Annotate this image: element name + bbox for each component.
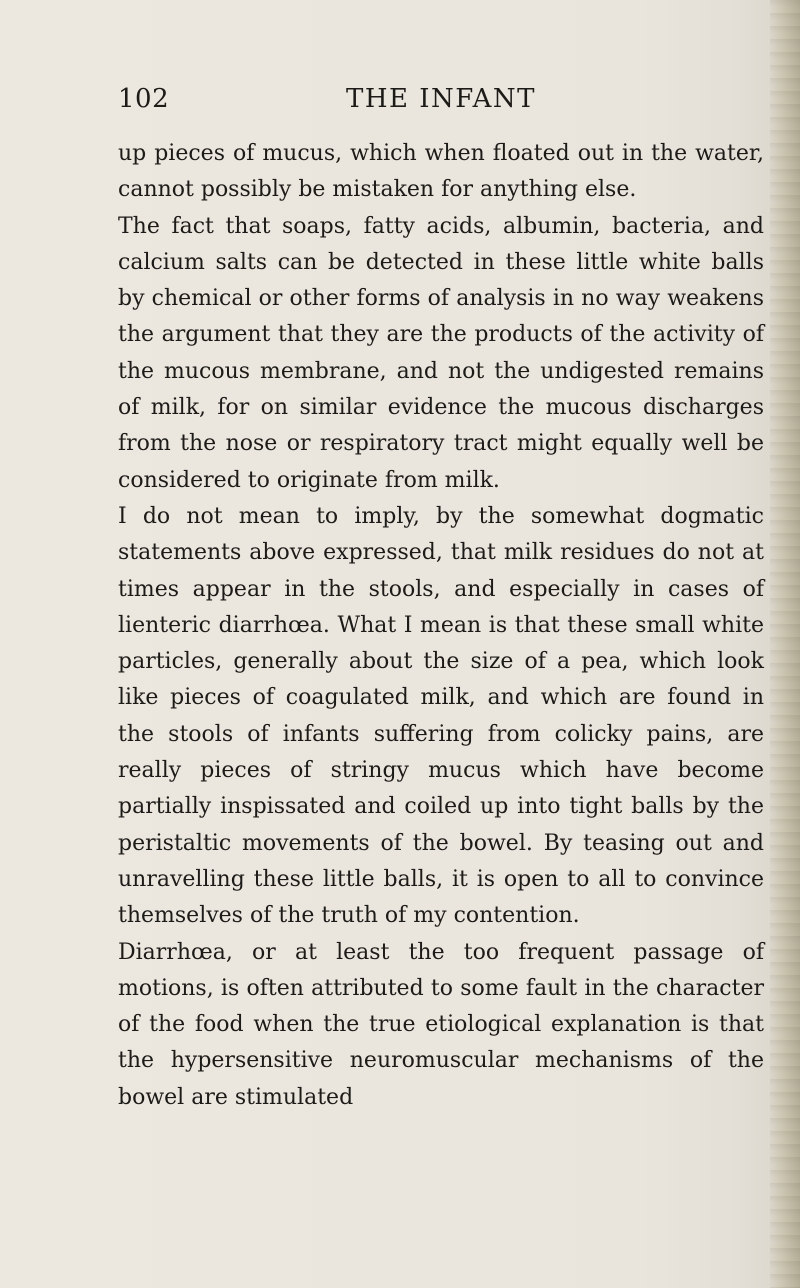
paragraph: Diarrhœa, or at least the too frequent passage of motions, is often attributed to some fault in the character of the food when the true etiological explanation is that the hypersensitive neuromuscular mechanisms of the bowel are stimulated <box>118 939 764 1110</box>
page-header <box>118 84 764 124</box>
paragraph: The fact that soaps, fatty acids, albumin, bacteria, and calcium salts can be detected in these little white balls by chemical or other forms of analysis in no way weakens the argument that they are the products of the activity of the mucous membrane, and not the undigested remains of milk, for on similar evidence the mucous discharges from the nose or respiratory tract might equally well be considered to originate from milk. <box>118 213 764 493</box>
running-head: THE INFANT <box>346 84 536 114</box>
paragraph: up pieces of mucus, which when floated out in the water, cannot possibly be mistaken for anything else. <box>118 141 764 203</box>
body-text <box>118 136 764 1116</box>
page-binding-edge <box>770 0 800 1288</box>
paragraph: I do not mean to imply, by the somewhat dogmatic statements above expressed, that milk residues do not at times appear in the stools, and especially in cases of lienteric diarrhœa. What I mean is that these small white particles, generally about the size of a pea, which look like pieces of coagulated milk, and which are found in the stools of infants suffering from colicky pains, are really pieces of stringy mucus which have become partially inspissated and coiled up into tight balls by the peristaltic movements of the bowel. By teasing out and unravelling these little balls, it is open to all to convince themselves of the truth of my contention. <box>118 503 764 929</box>
page-number: 102 <box>118 84 170 114</box>
